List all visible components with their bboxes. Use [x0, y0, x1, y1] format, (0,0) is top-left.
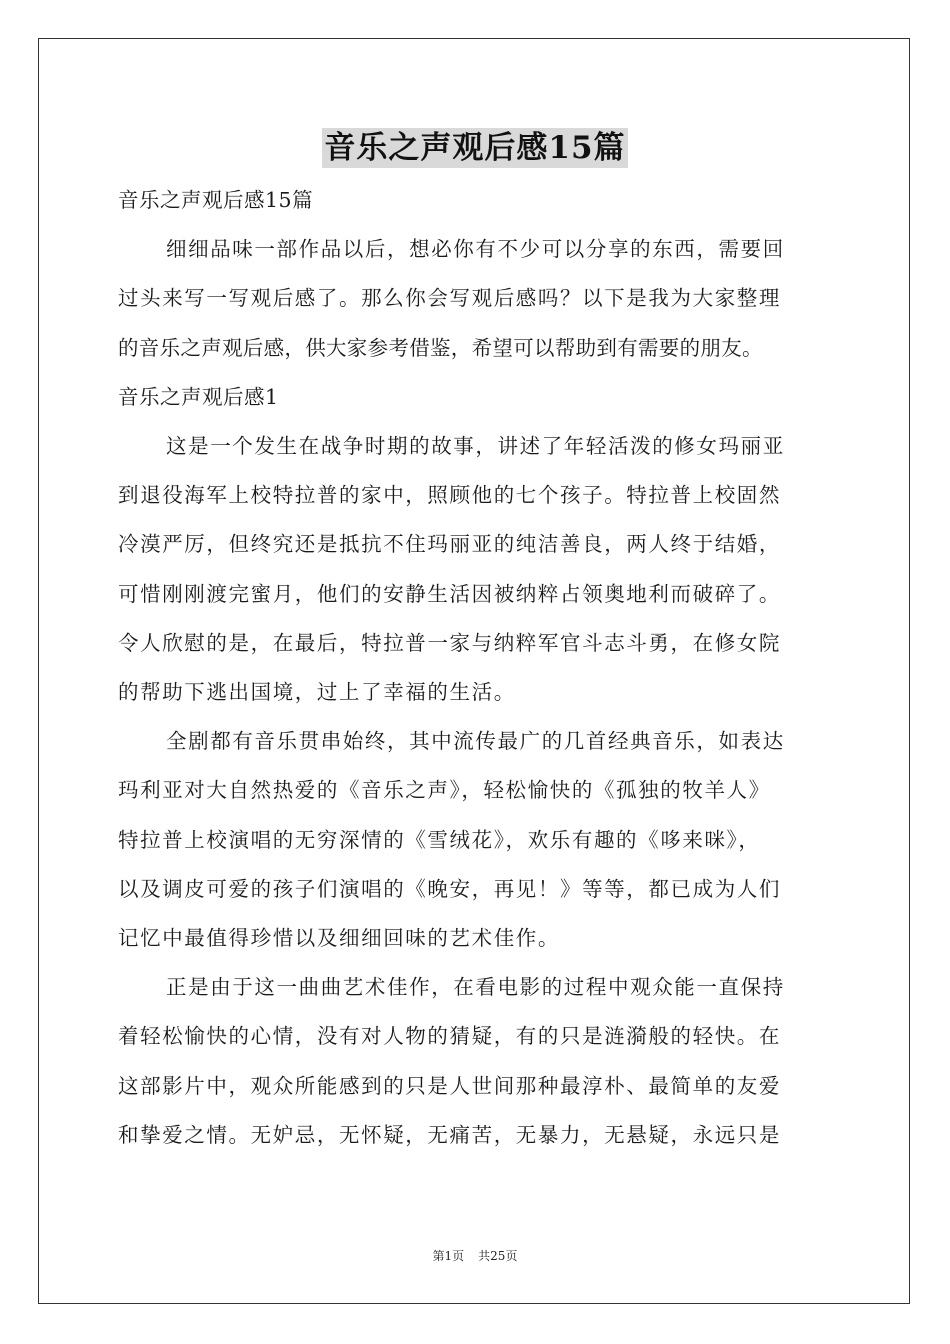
text-line: 到退役海军上校特拉普的家中，照顾他的七个孩子。特拉普上校固然	[118, 483, 781, 508]
text-line: 这是一个发生在战争时期的故事，讲述了年轻活泼的修女玛丽亚	[166, 434, 785, 459]
section-heading: 音乐之声观后感1	[118, 384, 279, 409]
text-line: 全剧都有音乐贯串始终，其中流传最广的几首经典音乐，如表达	[166, 729, 785, 754]
text-line: 记忆中最值得珍惜以及细细回味的艺术佳作。	[118, 926, 560, 951]
page-number: 第1页	[432, 1249, 465, 1263]
document-title: 音乐之声观后感15篇	[324, 130, 626, 166]
text-line: 正是由于这一曲曲艺术佳作，在看电影的过程中观众能一直保持	[166, 975, 785, 1000]
text-line: 可惜刚刚渡完蜜月，他们的安静生活因被纳粹占领奥地利而破碎了。	[118, 581, 781, 606]
text-line: 着轻松愉快的心情，没有对人物的猜疑，有的只是涟漪般的轻快。在	[118, 1024, 781, 1049]
title-container	[0, 128, 950, 168]
text-line: 细细品味一部作品以后，想必你有不少可以分享的东西，需要回	[166, 237, 785, 262]
text-line: 过头来写一写观后感了。那么你会写观后感吗？以下是我为大家整理	[118, 286, 781, 311]
text-line: 以及调皮可爱的孩子们演唱的《晚安，再见！》等等，都已成为人们	[118, 876, 781, 901]
text-line: 玛利亚对大自然热爱的《音乐之声》，轻松愉快的《孤独的牧羊人》	[118, 778, 771, 803]
document-body	[118, 176, 836, 1160]
text-line: 和挚爱之情。无妒忌，无怀疑，无痛苦，无暴力，无悬疑，永远只是	[118, 1122, 781, 1147]
text-line: 令人欣慰的是，在最后，特拉普一家与纳粹军官斗志斗勇，在修女院	[118, 630, 781, 655]
text-line: 特拉普上校演唱的无穷深情的《雪绒花》，欢乐有趣的《哆来咪》，	[118, 827, 761, 852]
text-line: 这部影片中，观众所能感到的只是人世间那种最淳朴、最简单的友爱	[118, 1073, 781, 1098]
text-line: 的音乐之声观后感，供大家参考借鉴，希望可以帮助到有需要的朋友。	[118, 335, 763, 360]
section-heading: 音乐之声观后感15篇	[118, 188, 314, 212]
text-line: 冷漠严厉，但终究还是抵抗不住玛丽亚的纯洁善良，两人终于结婚，	[118, 532, 781, 557]
text-line: 的帮助下逃出国境，过上了幸福的生活。	[118, 680, 516, 705]
page-footer	[0, 1247, 950, 1264]
page-total: 共25页	[478, 1249, 518, 1263]
